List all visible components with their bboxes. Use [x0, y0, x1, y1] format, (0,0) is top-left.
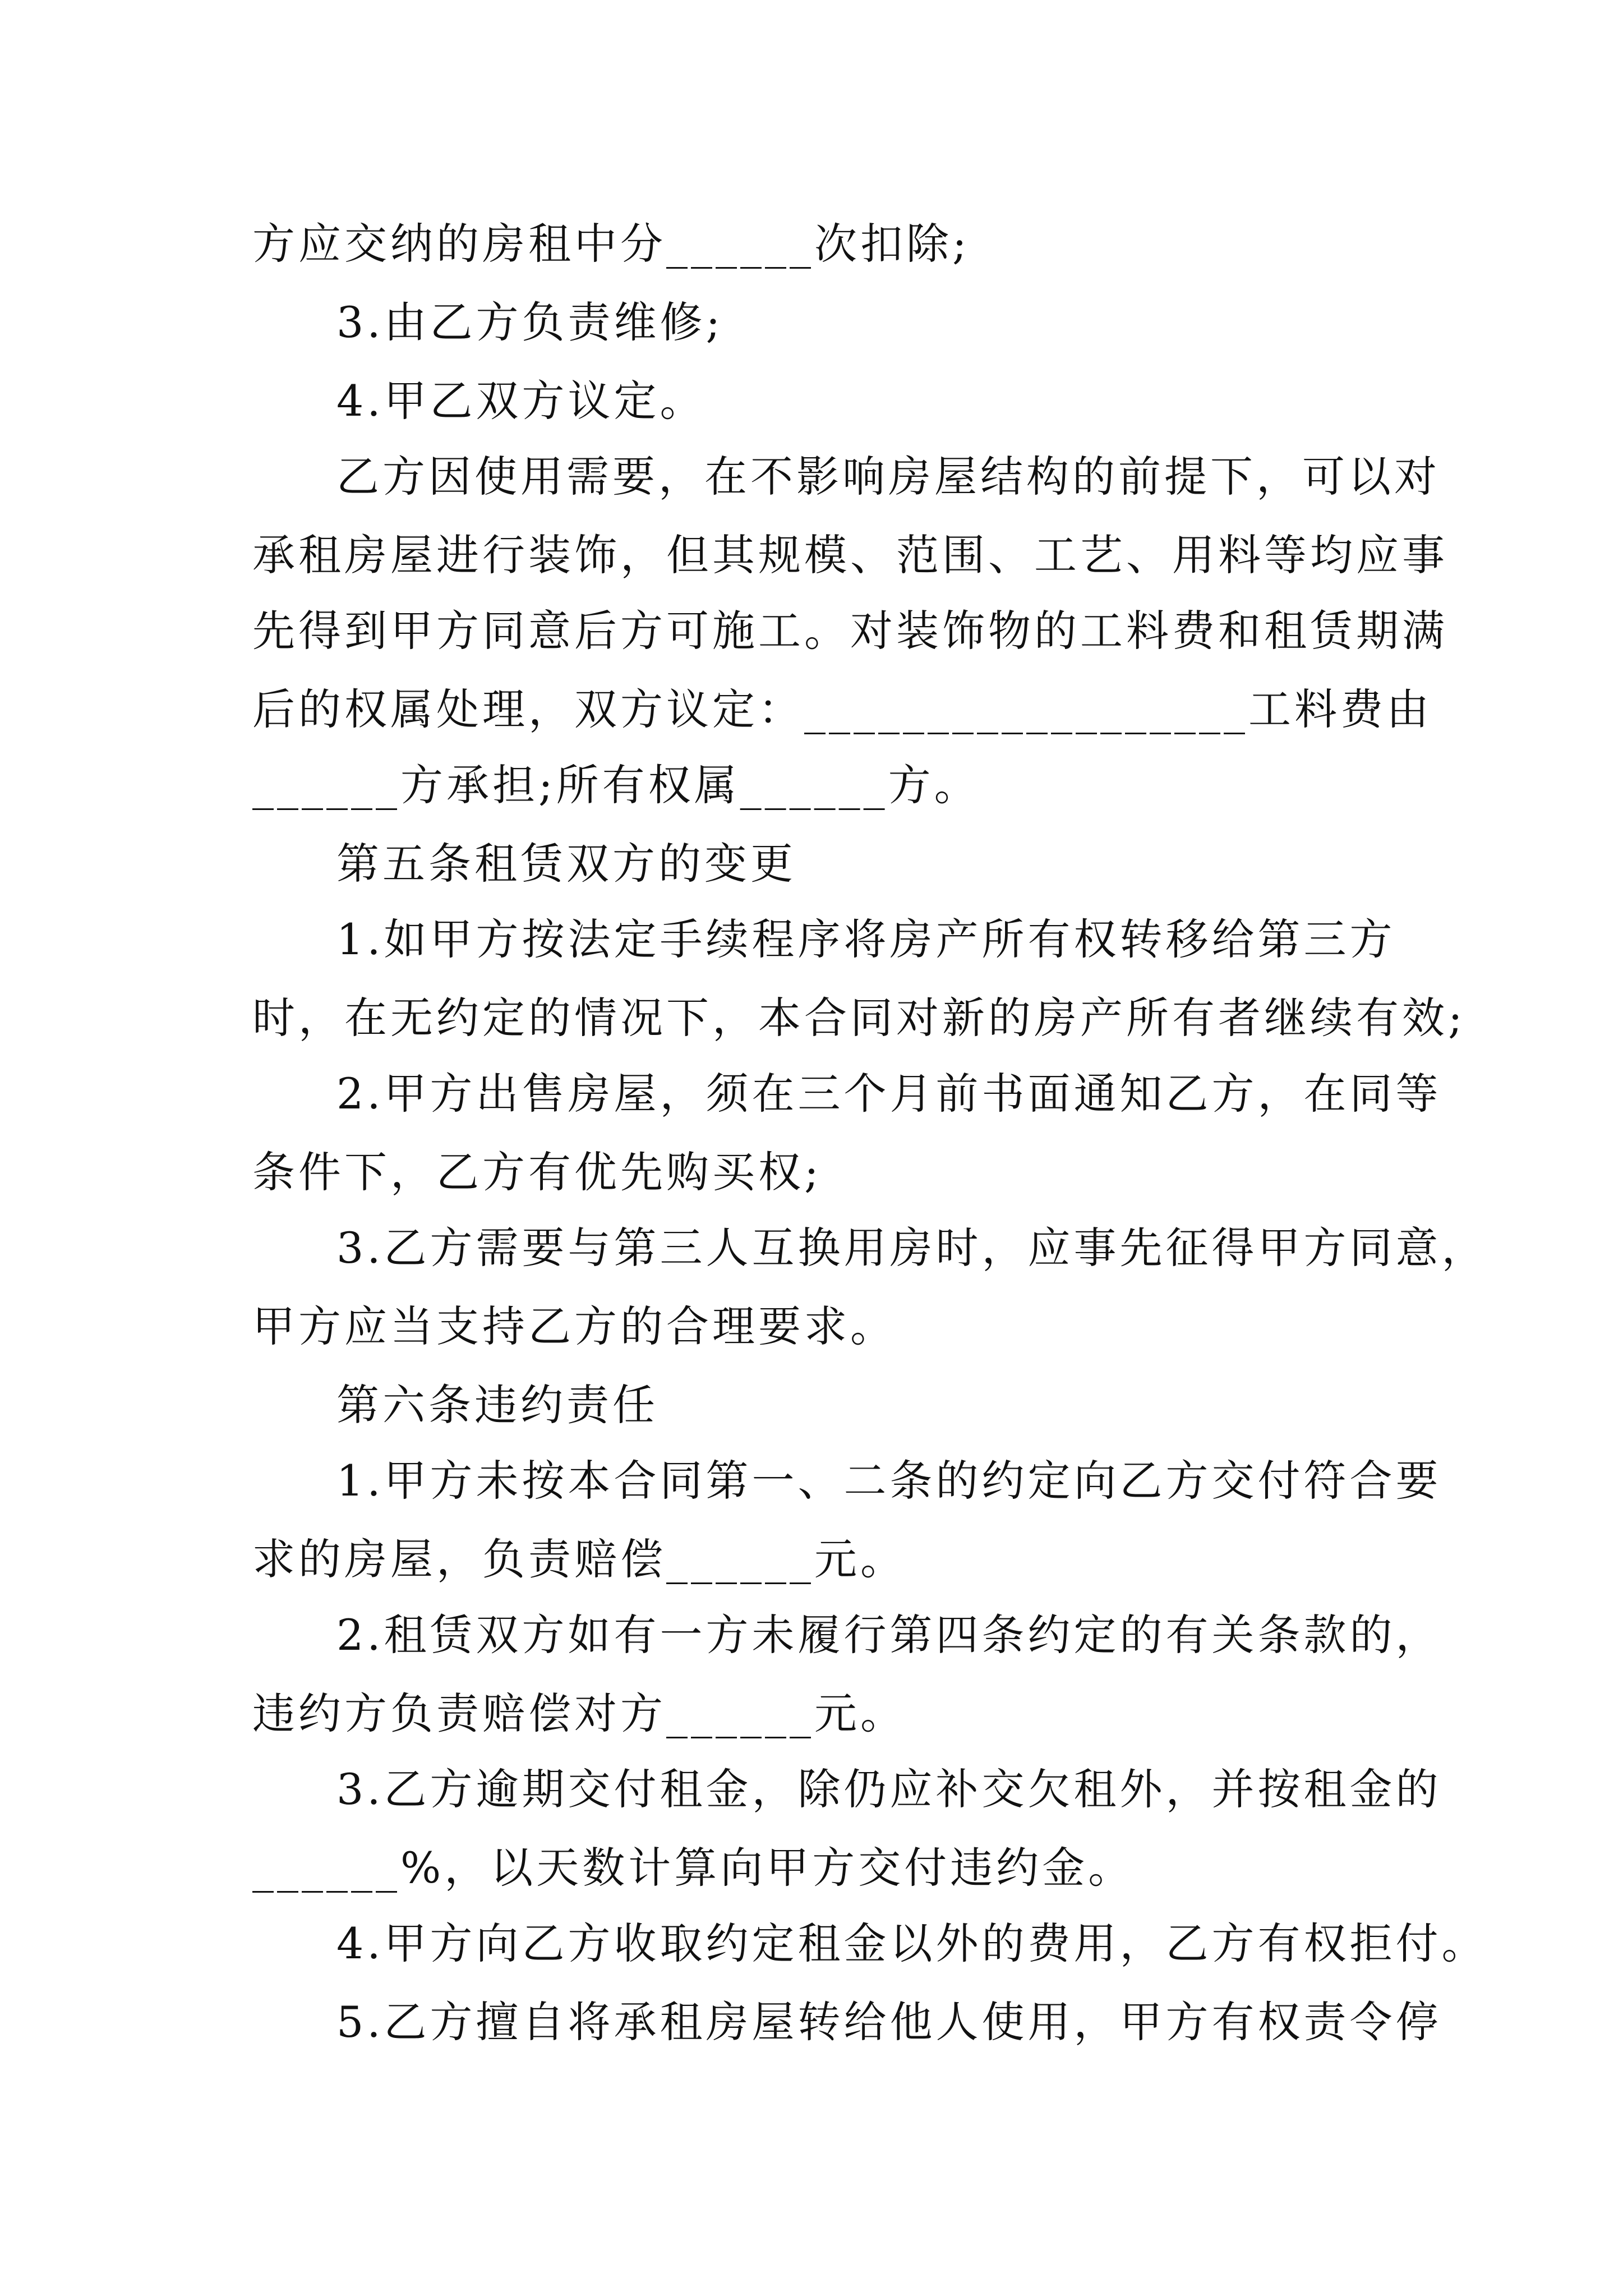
- text-line: 4.甲方向乙方收取约定租金以外的费用，乙方有权拒付。: [336, 1918, 1488, 1968]
- text-line: 后的权属处理，双方议定：__________________工料费由: [252, 684, 1432, 734]
- text-line: 2.租赁双方如有一方未履行第四条约定的有关条款的，: [336, 1610, 1442, 1660]
- text-line: 5.乙方擅自将承租房屋转给他人使用，甲方有权责令停: [336, 1997, 1442, 2047]
- text-line: 2.甲方出售房屋，须在三个月前书面通知乙方，在同等: [336, 1069, 1442, 1119]
- text-line: ______方承担;所有权属______方。: [252, 760, 980, 810]
- text-line: 乙方因使用需要，在不影响房屋结构的前提下，可以对: [336, 452, 1440, 501]
- text-line: 3.乙方需要与第三人互换用房时，应事先征得甲方同意，: [336, 1223, 1488, 1273]
- text-line: 条件下，乙方有优先购买权;: [252, 1147, 822, 1197]
- text-line: 甲方应当支持乙方的合理要求。: [252, 1301, 896, 1351]
- text-line: 先得到甲方同意后方可施工。对装饰物的工料费和租赁期满: [252, 606, 1448, 656]
- text-line: 1.甲方未按本合同第一、二条的约定向乙方交付符合要: [336, 1456, 1442, 1506]
- text-line: 3.乙方逾期交付租金，除仍应补交欠租外，并按租金的: [336, 1764, 1442, 1814]
- text-line: 3.由乙方负责维修;: [336, 297, 724, 347]
- text-line: ______%，以天数计算向甲方交付违约金。: [252, 1843, 1135, 1893]
- text-line: 4.甲乙双方议定。: [336, 376, 706, 426]
- text-line: 1.如甲方按法定手续程序将房产所有权转移给第三方: [336, 914, 1396, 964]
- text-line: 时，在无约定的情况下，本合同对新的房产所有者继续有效;: [252, 993, 1466, 1043]
- text-line: 求的房屋，负责赔偿______元。: [252, 1534, 906, 1584]
- text-line: 方应交纳的房租中分______次扣除;: [252, 219, 970, 269]
- text-line: 承租房屋进行装饰，但其规模、范围、工艺、用料等均应事: [252, 530, 1448, 580]
- text-line: 违约方负责赔偿对方______元。: [252, 1688, 906, 1738]
- section-heading: 第六条违约责任: [336, 1380, 658, 1430]
- section-heading: 第五条租赁双方的变更: [336, 839, 796, 889]
